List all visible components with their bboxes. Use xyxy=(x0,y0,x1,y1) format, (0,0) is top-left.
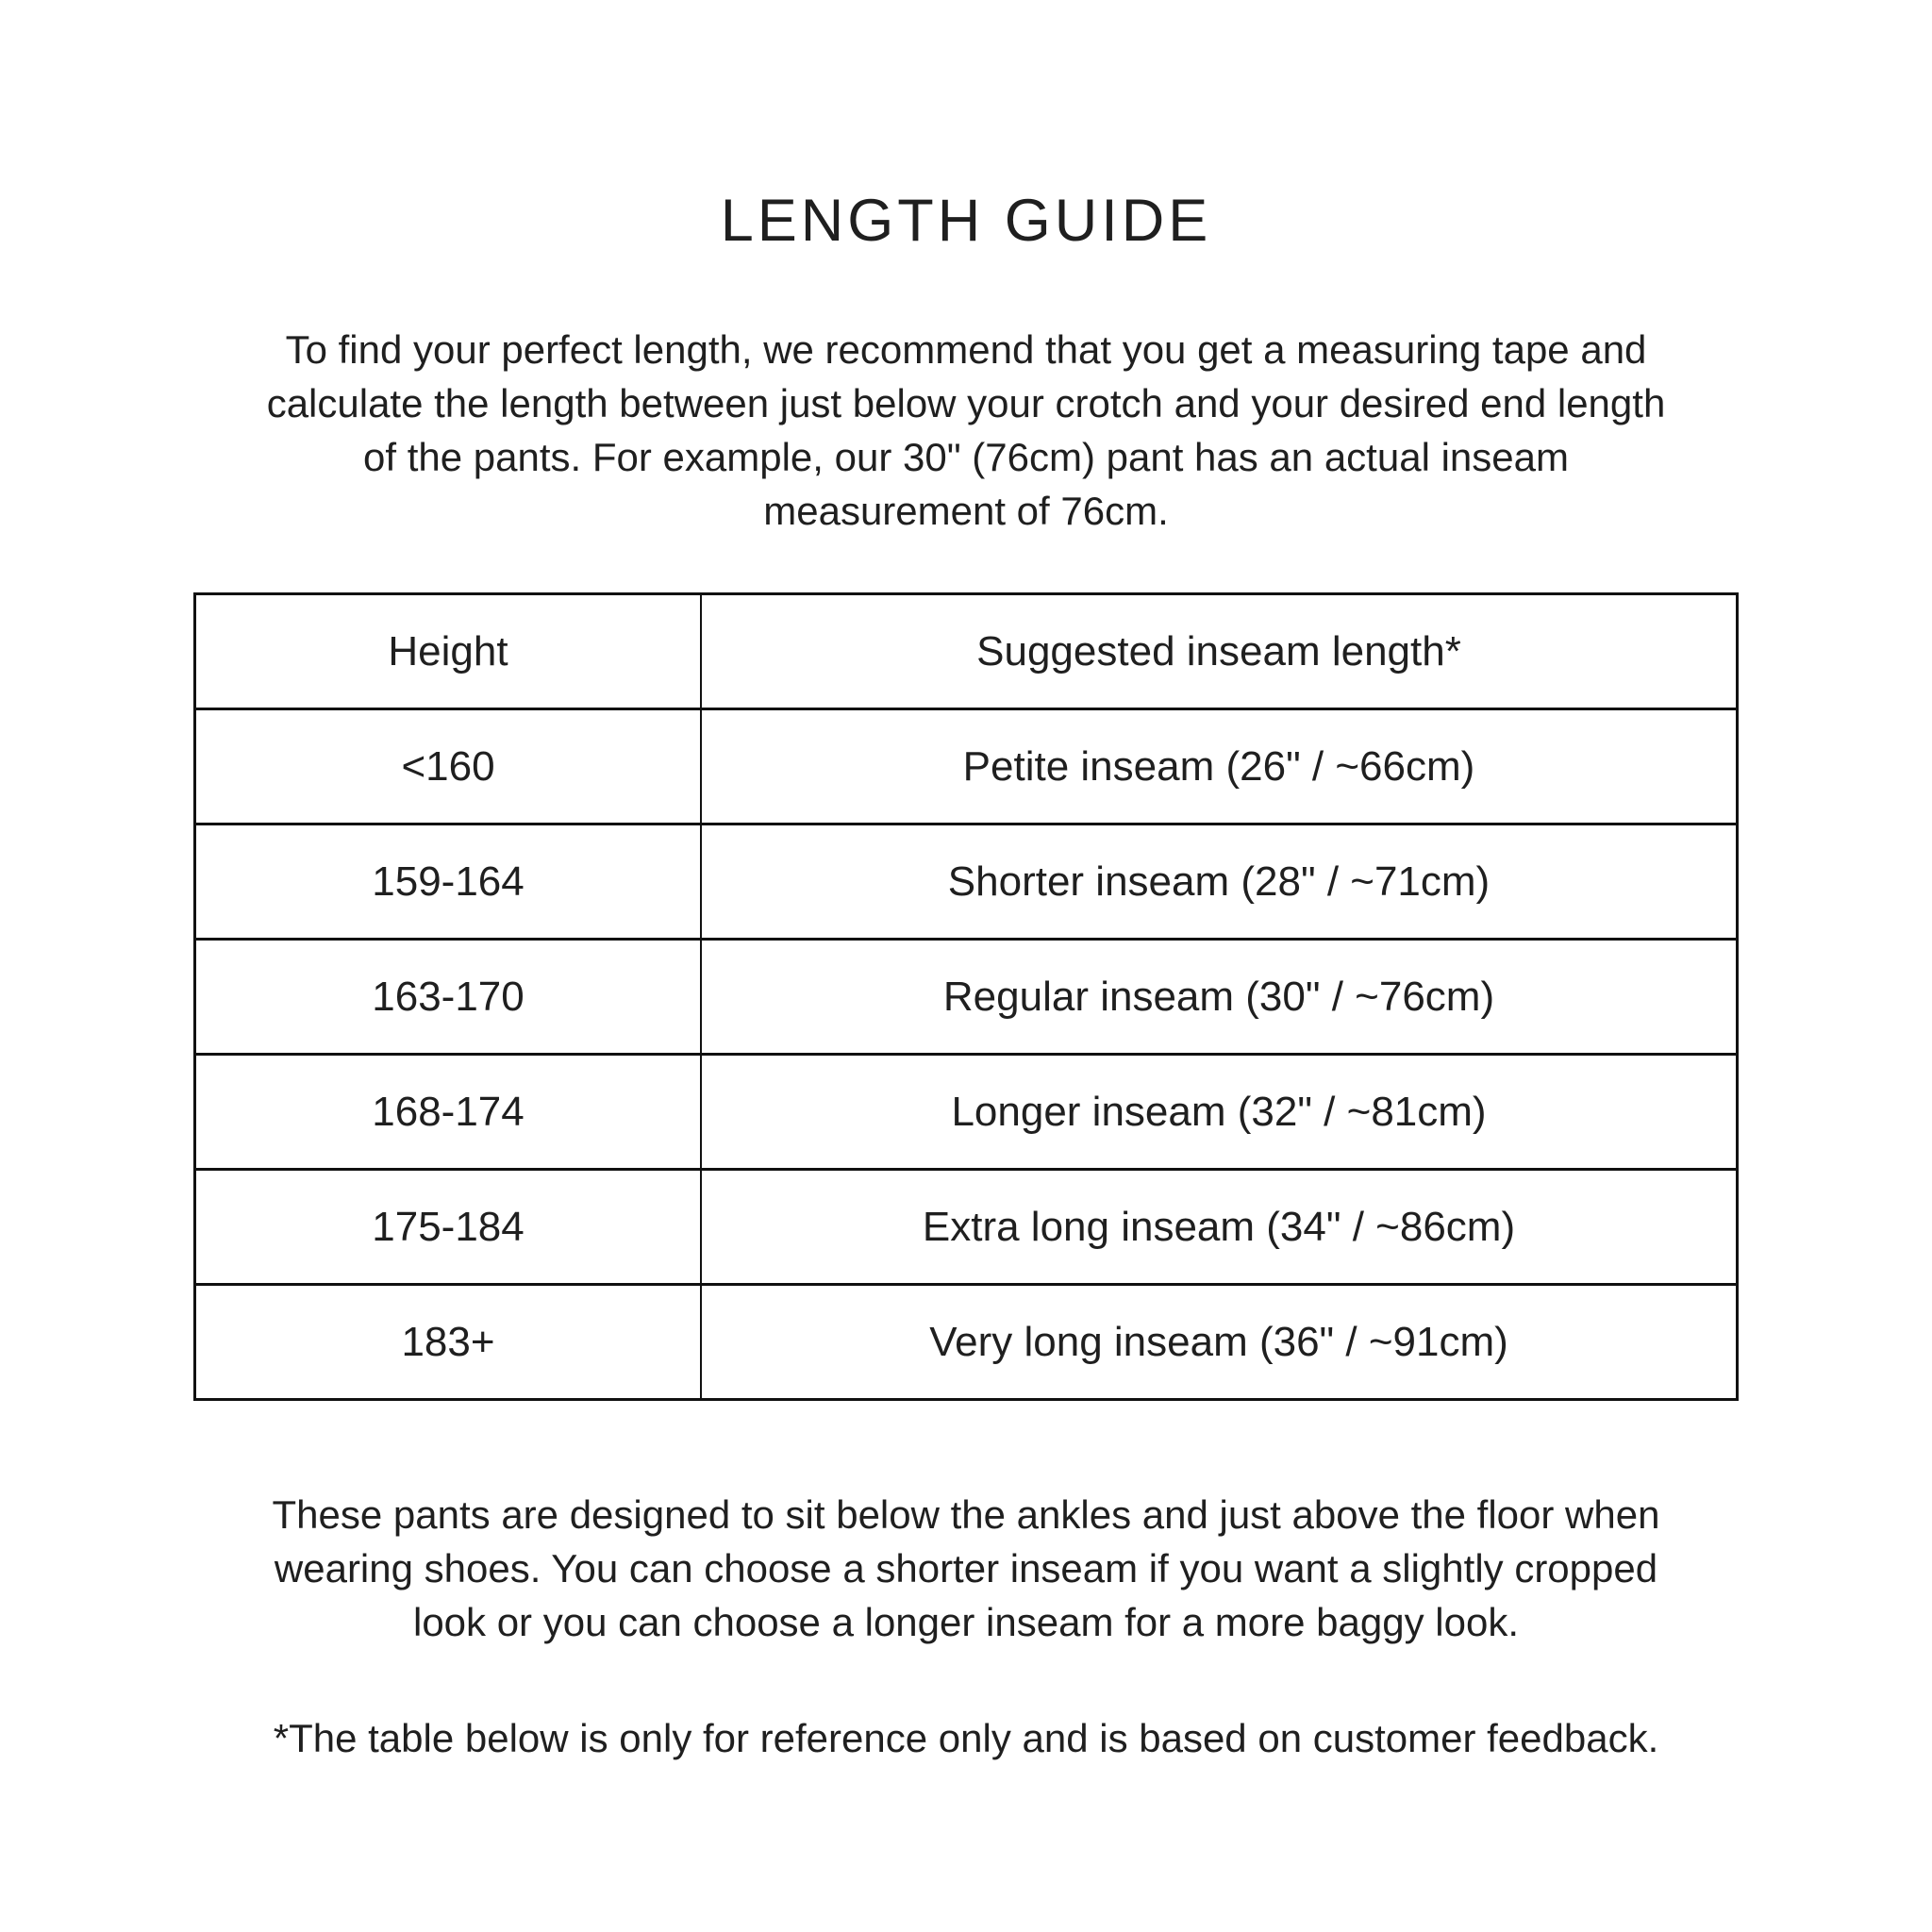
height-cell: <160 xyxy=(196,710,702,823)
intro-line: of the pants. For example, our 30" (76cm) pant has an actual inseam xyxy=(363,435,1569,479)
inseam-cell: Petite inseam (26" / ~66cm) xyxy=(962,742,1475,790)
height-cell: 175-184 xyxy=(196,1171,702,1283)
inseam-cell: Very long inseam (36" / ~91cm) xyxy=(929,1318,1508,1365)
table-row xyxy=(196,1168,1736,1283)
fit-note-line: wearing shoes. You can choose a shorter inseam if you want a slightly cropped xyxy=(274,1546,1658,1591)
height-cell: 159-164 xyxy=(196,825,702,938)
table-row xyxy=(196,1053,1736,1168)
fit-note-line: These pants are designed to sit below the ankles and just above the floor when xyxy=(272,1492,1660,1537)
intro-line: measurement of 76cm. xyxy=(763,489,1169,533)
table-row xyxy=(196,823,1736,938)
height-cell: 163-170 xyxy=(196,941,702,1053)
table-row xyxy=(196,708,1736,823)
intro-paragraph xyxy=(145,323,1787,538)
inseam-cell: Regular inseam (30" / ~76cm) xyxy=(942,973,1495,1020)
table-row xyxy=(196,1283,1736,1398)
table-header-height: Height xyxy=(196,595,702,708)
fit-note-paragraph xyxy=(145,1488,1787,1649)
page-title: LENGTH GUIDE xyxy=(720,188,1212,254)
table-header-row xyxy=(196,595,1736,708)
intro-line: calculate the length between just below your crotch and your desired end length xyxy=(266,381,1666,425)
fit-note-line: look or you can choose a longer inseam for a more baggy look. xyxy=(412,1600,1519,1644)
inseam-cell: Longer inseam (32" / ~81cm) xyxy=(951,1088,1487,1135)
content-column xyxy=(145,0,1787,1765)
inseam-cell: Extra long inseam (34" / ~86cm) xyxy=(922,1203,1516,1250)
inseam-cell: Shorter inseam (28" / ~71cm) xyxy=(947,858,1491,905)
table-row xyxy=(196,938,1736,1053)
size-guide-table xyxy=(193,592,1739,1401)
table-header-inseam: Suggested inseam length* xyxy=(976,627,1461,675)
height-cell: 168-174 xyxy=(196,1056,702,1168)
reference-footnote: *The table below is only for reference only and is based on customer feedback. xyxy=(273,1716,1659,1760)
intro-line: To find your perfect length, we recommend that you get a measuring tape and xyxy=(285,327,1647,372)
height-cell: 183+ xyxy=(196,1286,702,1398)
